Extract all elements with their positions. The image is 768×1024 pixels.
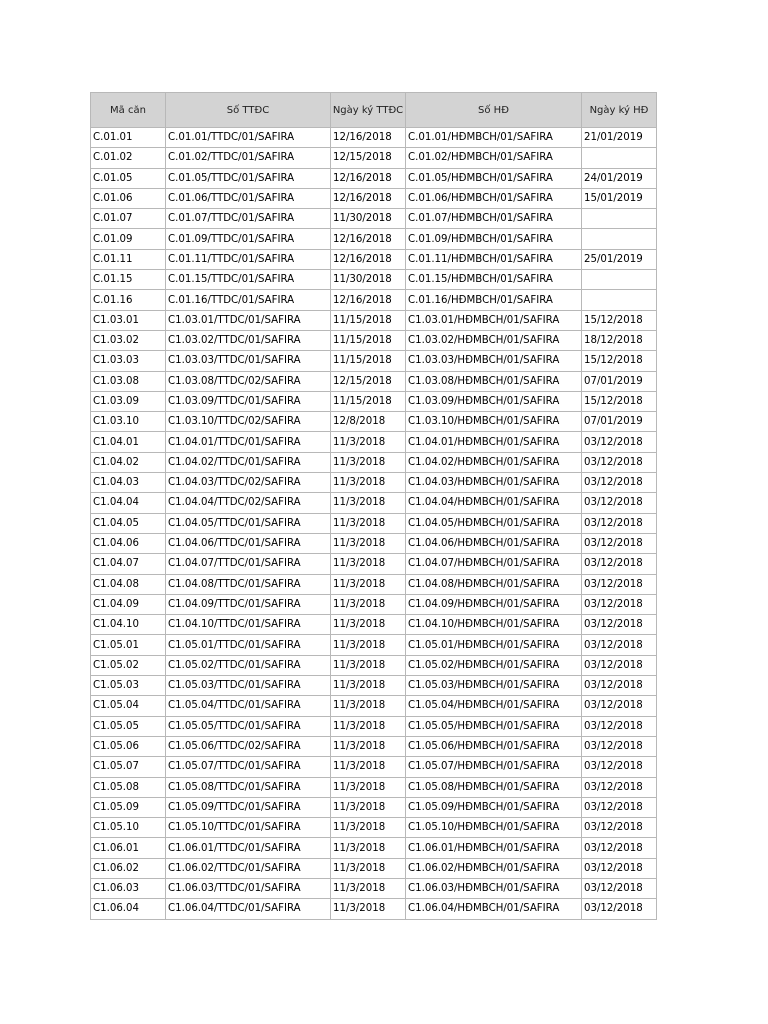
table-row bbox=[91, 574, 657, 594]
table-row bbox=[91, 168, 657, 188]
header-row bbox=[91, 93, 657, 128]
cell-ttdc-number: C1.04.04/TTDC/02/SAFIRA bbox=[166, 493, 331, 513]
table-row bbox=[91, 615, 657, 635]
cell-ttdc-number: C1.05.09/TTDC/01/SAFIRA bbox=[166, 797, 331, 817]
cell-unit-code: C1.03.08 bbox=[91, 371, 166, 391]
cell-ttdc-sign-date: 11/3/2018 bbox=[331, 533, 406, 553]
table-row bbox=[91, 371, 657, 391]
cell-ttdc-number: C.01.11/TTDC/01/SAFIRA bbox=[166, 249, 331, 269]
cell-ttdc-number: C1.06.02/TTDC/01/SAFIRA bbox=[166, 858, 331, 878]
cell-contract-sign-date: 15/12/2018 bbox=[582, 391, 657, 411]
cell-unit-code: C1.03.02 bbox=[91, 330, 166, 350]
cell-unit-code: C1.04.06 bbox=[91, 533, 166, 553]
cell-ttdc-number: C1.06.01/TTDC/01/SAFIRA bbox=[166, 838, 331, 858]
cell-contract-number: C1.04.10/HĐMBCH/01/SAFIRA bbox=[406, 615, 582, 635]
cell-unit-code: C1.04.08 bbox=[91, 574, 166, 594]
table-row bbox=[91, 899, 657, 919]
cell-contract-sign-date: 03/12/2018 bbox=[582, 554, 657, 574]
cell-unit-code: C1.05.10 bbox=[91, 818, 166, 838]
cell-unit-code: C1.05.09 bbox=[91, 797, 166, 817]
table-row bbox=[91, 229, 657, 249]
cell-contract-number: C.01.15/HĐMBCH/01/SAFIRA bbox=[406, 270, 582, 290]
table-row bbox=[91, 412, 657, 432]
cell-contract-sign-date: 03/12/2018 bbox=[582, 615, 657, 635]
cell-unit-code: C1.05.02 bbox=[91, 655, 166, 675]
cell-unit-code: C1.03.01 bbox=[91, 310, 166, 330]
table-row bbox=[91, 858, 657, 878]
header-ttdc-sign-date: Ngày ký TTĐC bbox=[331, 93, 406, 128]
table-row bbox=[91, 533, 657, 553]
cell-ttdc-number: C1.03.09/TTDC/01/SAFIRA bbox=[166, 391, 331, 411]
cell-contract-number: C1.05.09/HĐMBCH/01/SAFIRA bbox=[406, 797, 582, 817]
cell-ttdc-number: C1.05.06/TTDC/02/SAFIRA bbox=[166, 736, 331, 756]
table-row bbox=[91, 838, 657, 858]
cell-contract-sign-date: 03/12/2018 bbox=[582, 594, 657, 614]
table-row bbox=[91, 128, 657, 148]
cell-contract-sign-date: 03/12/2018 bbox=[582, 838, 657, 858]
cell-contract-sign-date: 18/12/2018 bbox=[582, 330, 657, 350]
cell-contract-number: C1.03.09/HĐMBCH/01/SAFIRA bbox=[406, 391, 582, 411]
cell-contract-number: C1.05.04/HĐMBCH/01/SAFIRA bbox=[406, 696, 582, 716]
cell-unit-code: C.01.01 bbox=[91, 128, 166, 148]
cell-ttdc-sign-date: 11/3/2018 bbox=[331, 676, 406, 696]
cell-contract-number: C.01.09/HĐMBCH/01/SAFIRA bbox=[406, 229, 582, 249]
table-row bbox=[91, 757, 657, 777]
cell-contract-sign-date: 03/12/2018 bbox=[582, 818, 657, 838]
table-row bbox=[91, 473, 657, 493]
cell-ttdc-sign-date: 11/3/2018 bbox=[331, 777, 406, 797]
table-row bbox=[91, 777, 657, 797]
cell-ttdc-sign-date: 11/3/2018 bbox=[331, 878, 406, 898]
cell-unit-code: C1.04.10 bbox=[91, 615, 166, 635]
cell-ttdc-number: C1.05.10/TTDC/01/SAFIRA bbox=[166, 818, 331, 838]
cell-ttdc-number: C1.03.02/TTDC/01/SAFIRA bbox=[166, 330, 331, 350]
cell-ttdc-number: C.01.06/TTDC/01/SAFIRA bbox=[166, 188, 331, 208]
cell-ttdc-number: C1.04.01/TTDC/01/SAFIRA bbox=[166, 432, 331, 452]
cell-contract-number: C1.03.10/HĐMBCH/01/SAFIRA bbox=[406, 412, 582, 432]
cell-ttdc-sign-date: 11/3/2018 bbox=[331, 655, 406, 675]
cell-contract-sign-date: 15/12/2018 bbox=[582, 310, 657, 330]
cell-ttdc-sign-date: 11/3/2018 bbox=[331, 574, 406, 594]
cell-contract-number: C.01.06/HĐMBCH/01/SAFIRA bbox=[406, 188, 582, 208]
cell-ttdc-sign-date: 11/3/2018 bbox=[331, 757, 406, 777]
cell-contract-number: C1.04.08/HĐMBCH/01/SAFIRA bbox=[406, 574, 582, 594]
cell-contract-number: C1.05.08/HĐMBCH/01/SAFIRA bbox=[406, 777, 582, 797]
cell-contract-sign-date: 03/12/2018 bbox=[582, 574, 657, 594]
cell-ttdc-number: C1.04.10/TTDC/01/SAFIRA bbox=[166, 615, 331, 635]
cell-ttdc-sign-date: 11/3/2018 bbox=[331, 493, 406, 513]
cell-contract-number: C1.05.05/HĐMBCH/01/SAFIRA bbox=[406, 716, 582, 736]
cell-ttdc-number: C1.04.03/TTDC/02/SAFIRA bbox=[166, 473, 331, 493]
table-row bbox=[91, 594, 657, 614]
cell-ttdc-sign-date: 11/3/2018 bbox=[331, 615, 406, 635]
cell-ttdc-sign-date: 11/30/2018 bbox=[331, 270, 406, 290]
cell-ttdc-number: C1.04.02/TTDC/01/SAFIRA bbox=[166, 452, 331, 472]
cell-contract-number: C1.04.07/HĐMBCH/01/SAFIRA bbox=[406, 554, 582, 574]
cell-ttdc-number: C.01.16/TTDC/01/SAFIRA bbox=[166, 290, 331, 310]
cell-ttdc-number: C.01.05/TTDC/01/SAFIRA bbox=[166, 168, 331, 188]
cell-ttdc-sign-date: 11/3/2018 bbox=[331, 736, 406, 756]
cell-contract-number: C1.05.07/HĐMBCH/01/SAFIRA bbox=[406, 757, 582, 777]
cell-ttdc-number: C.01.15/TTDC/01/SAFIRA bbox=[166, 270, 331, 290]
cell-contract-number: C1.04.09/HĐMBCH/01/SAFIRA bbox=[406, 594, 582, 614]
cell-contract-number: C1.06.01/HĐMBCH/01/SAFIRA bbox=[406, 838, 582, 858]
cell-contract-sign-date: 25/01/2019 bbox=[582, 249, 657, 269]
cell-unit-code: C1.04.02 bbox=[91, 452, 166, 472]
cell-unit-code: C1.05.06 bbox=[91, 736, 166, 756]
cell-ttdc-number: C1.04.07/TTDC/01/SAFIRA bbox=[166, 554, 331, 574]
cell-contract-number: C.01.16/HĐMBCH/01/SAFIRA bbox=[406, 290, 582, 310]
cell-unit-code: C.01.15 bbox=[91, 270, 166, 290]
cell-contract-sign-date bbox=[582, 229, 657, 249]
cell-ttdc-number: C1.03.08/TTDC/02/SAFIRA bbox=[166, 371, 331, 391]
cell-contract-sign-date bbox=[582, 209, 657, 229]
header-unit-code: Mã căn bbox=[91, 93, 166, 128]
cell-contract-sign-date: 03/12/2018 bbox=[582, 473, 657, 493]
header-ttdc-number: Số TTĐC bbox=[166, 93, 331, 128]
cell-contract-sign-date: 03/12/2018 bbox=[582, 635, 657, 655]
table-row bbox=[91, 330, 657, 350]
cell-contract-sign-date: 15/12/2018 bbox=[582, 351, 657, 371]
cell-contract-number: C1.03.01/HĐMBCH/01/SAFIRA bbox=[406, 310, 582, 330]
cell-unit-code: C1.04.07 bbox=[91, 554, 166, 574]
cell-contract-number: C.01.05/HĐMBCH/01/SAFIRA bbox=[406, 168, 582, 188]
cell-ttdc-sign-date: 12/15/2018 bbox=[331, 148, 406, 168]
cell-contract-sign-date bbox=[582, 148, 657, 168]
cell-contract-number: C1.05.10/HĐMBCH/01/SAFIRA bbox=[406, 818, 582, 838]
cell-unit-code: C1.05.01 bbox=[91, 635, 166, 655]
cell-contract-number: C1.04.06/HĐMBCH/01/SAFIRA bbox=[406, 533, 582, 553]
contracts-table bbox=[90, 92, 657, 920]
cell-ttdc-sign-date: 12/16/2018 bbox=[331, 128, 406, 148]
cell-ttdc-number: C1.04.05/TTDC/01/SAFIRA bbox=[166, 513, 331, 533]
cell-ttdc-sign-date: 11/3/2018 bbox=[331, 899, 406, 919]
cell-unit-code: C1.04.09 bbox=[91, 594, 166, 614]
cell-contract-sign-date: 03/12/2018 bbox=[582, 432, 657, 452]
cell-ttdc-sign-date: 12/16/2018 bbox=[331, 229, 406, 249]
cell-unit-code: C1.05.07 bbox=[91, 757, 166, 777]
cell-contract-sign-date bbox=[582, 270, 657, 290]
cell-ttdc-sign-date: 11/3/2018 bbox=[331, 716, 406, 736]
cell-ttdc-number: C1.03.01/TTDC/01/SAFIRA bbox=[166, 310, 331, 330]
cell-ttdc-number: C1.05.04/TTDC/01/SAFIRA bbox=[166, 696, 331, 716]
cell-contract-sign-date: 07/01/2019 bbox=[582, 371, 657, 391]
cell-ttdc-sign-date: 12/16/2018 bbox=[331, 188, 406, 208]
table-row bbox=[91, 655, 657, 675]
cell-unit-code: C.01.09 bbox=[91, 229, 166, 249]
cell-contract-number: C1.04.02/HĐMBCH/01/SAFIRA bbox=[406, 452, 582, 472]
cell-unit-code: C1.06.02 bbox=[91, 858, 166, 878]
cell-contract-sign-date: 24/01/2019 bbox=[582, 168, 657, 188]
cell-unit-code: C1.03.10 bbox=[91, 412, 166, 432]
cell-ttdc-number: C.01.07/TTDC/01/SAFIRA bbox=[166, 209, 331, 229]
table-row bbox=[91, 513, 657, 533]
table-row bbox=[91, 209, 657, 229]
cell-ttdc-sign-date: 11/3/2018 bbox=[331, 432, 406, 452]
cell-contract-number: C1.04.04/HĐMBCH/01/SAFIRA bbox=[406, 493, 582, 513]
cell-unit-code: C1.04.01 bbox=[91, 432, 166, 452]
cell-contract-number: C1.04.05/HĐMBCH/01/SAFIRA bbox=[406, 513, 582, 533]
cell-ttdc-sign-date: 12/16/2018 bbox=[331, 290, 406, 310]
cell-contract-number: C1.05.02/HĐMBCH/01/SAFIRA bbox=[406, 655, 582, 675]
cell-ttdc-number: C.01.01/TTDC/01/SAFIRA bbox=[166, 128, 331, 148]
table-row bbox=[91, 452, 657, 472]
table-row bbox=[91, 270, 657, 290]
cell-contract-number: C1.04.01/HĐMBCH/01/SAFIRA bbox=[406, 432, 582, 452]
table-row bbox=[91, 351, 657, 371]
cell-contract-sign-date: 03/12/2018 bbox=[582, 736, 657, 756]
table-row bbox=[91, 432, 657, 452]
table-row bbox=[91, 696, 657, 716]
cell-unit-code: C.01.05 bbox=[91, 168, 166, 188]
cell-contract-number: C1.06.03/HĐMBCH/01/SAFIRA bbox=[406, 878, 582, 898]
cell-contract-number: C.01.11/HĐMBCH/01/SAFIRA bbox=[406, 249, 582, 269]
table-row bbox=[91, 635, 657, 655]
cell-ttdc-number: C1.05.05/TTDC/01/SAFIRA bbox=[166, 716, 331, 736]
cell-ttdc-sign-date: 11/3/2018 bbox=[331, 818, 406, 838]
table-body bbox=[91, 128, 657, 920]
cell-contract-sign-date: 03/12/2018 bbox=[582, 716, 657, 736]
cell-contract-sign-date: 21/01/2019 bbox=[582, 128, 657, 148]
cell-ttdc-number: C1.06.04/TTDC/01/SAFIRA bbox=[166, 899, 331, 919]
cell-ttdc-sign-date: 12/8/2018 bbox=[331, 412, 406, 432]
table-row bbox=[91, 676, 657, 696]
cell-contract-number: C1.06.04/HĐMBCH/01/SAFIRA bbox=[406, 899, 582, 919]
cell-unit-code: C.01.06 bbox=[91, 188, 166, 208]
table-row bbox=[91, 797, 657, 817]
table-row bbox=[91, 554, 657, 574]
cell-contract-number: C1.06.02/HĐMBCH/01/SAFIRA bbox=[406, 858, 582, 878]
cell-ttdc-sign-date: 11/15/2018 bbox=[331, 391, 406, 411]
cell-ttdc-number: C1.05.03/TTDC/01/SAFIRA bbox=[166, 676, 331, 696]
table-row bbox=[91, 310, 657, 330]
cell-ttdc-number: C1.04.06/TTDC/01/SAFIRA bbox=[166, 533, 331, 553]
cell-ttdc-sign-date: 11/15/2018 bbox=[331, 310, 406, 330]
cell-contract-sign-date: 03/12/2018 bbox=[582, 757, 657, 777]
table-header bbox=[91, 93, 657, 128]
cell-contract-number: C.01.01/HĐMBCH/01/SAFIRA bbox=[406, 128, 582, 148]
cell-unit-code: C1.04.04 bbox=[91, 493, 166, 513]
cell-ttdc-number: C1.05.01/TTDC/01/SAFIRA bbox=[166, 635, 331, 655]
cell-ttdc-sign-date: 11/3/2018 bbox=[331, 858, 406, 878]
cell-ttdc-sign-date: 12/16/2018 bbox=[331, 249, 406, 269]
cell-unit-code: C1.05.03 bbox=[91, 676, 166, 696]
table-row bbox=[91, 391, 657, 411]
cell-ttdc-number: C.01.09/TTDC/01/SAFIRA bbox=[166, 229, 331, 249]
cell-ttdc-sign-date: 11/3/2018 bbox=[331, 513, 406, 533]
table-row bbox=[91, 878, 657, 898]
cell-contract-number: C1.04.03/HĐMBCH/01/SAFIRA bbox=[406, 473, 582, 493]
table-row bbox=[91, 736, 657, 756]
cell-unit-code: C1.03.09 bbox=[91, 391, 166, 411]
cell-ttdc-number: C1.03.10/TTDC/02/SAFIRA bbox=[166, 412, 331, 432]
table-row bbox=[91, 818, 657, 838]
cell-ttdc-number: C1.03.03/TTDC/01/SAFIRA bbox=[166, 351, 331, 371]
cell-ttdc-sign-date: 11/3/2018 bbox=[331, 838, 406, 858]
cell-unit-code: C1.06.01 bbox=[91, 838, 166, 858]
table-row bbox=[91, 493, 657, 513]
cell-contract-number: C.01.07/HĐMBCH/01/SAFIRA bbox=[406, 209, 582, 229]
cell-unit-code: C1.04.05 bbox=[91, 513, 166, 533]
cell-contract-sign-date: 03/12/2018 bbox=[582, 858, 657, 878]
cell-contract-sign-date bbox=[582, 290, 657, 310]
cell-ttdc-sign-date: 11/3/2018 bbox=[331, 594, 406, 614]
cell-contract-sign-date: 03/12/2018 bbox=[582, 493, 657, 513]
cell-contract-sign-date: 03/12/2018 bbox=[582, 696, 657, 716]
cell-contract-sign-date: 03/12/2018 bbox=[582, 797, 657, 817]
cell-contract-sign-date: 03/12/2018 bbox=[582, 513, 657, 533]
cell-unit-code: C.01.02 bbox=[91, 148, 166, 168]
header-contract-sign-date: Ngày ký HĐ bbox=[582, 93, 657, 128]
cell-contract-sign-date: 03/12/2018 bbox=[582, 899, 657, 919]
cell-ttdc-sign-date: 11/15/2018 bbox=[331, 351, 406, 371]
cell-ttdc-sign-date: 11/3/2018 bbox=[331, 452, 406, 472]
cell-ttdc-sign-date: 11/15/2018 bbox=[331, 330, 406, 350]
cell-contract-number: C1.03.02/HĐMBCH/01/SAFIRA bbox=[406, 330, 582, 350]
cell-unit-code: C1.04.03 bbox=[91, 473, 166, 493]
cell-unit-code: C1.05.04 bbox=[91, 696, 166, 716]
cell-unit-code: C.01.16 bbox=[91, 290, 166, 310]
cell-contract-sign-date: 03/12/2018 bbox=[582, 878, 657, 898]
table-row bbox=[91, 249, 657, 269]
cell-ttdc-number: C1.05.08/TTDC/01/SAFIRA bbox=[166, 777, 331, 797]
cell-ttdc-number: C1.05.02/TTDC/01/SAFIRA bbox=[166, 655, 331, 675]
cell-contract-sign-date: 03/12/2018 bbox=[582, 452, 657, 472]
cell-contract-number: C1.03.08/HĐMBCH/01/SAFIRA bbox=[406, 371, 582, 391]
cell-contract-number: C.01.02/HĐMBCH/01/SAFIRA bbox=[406, 148, 582, 168]
cell-contract-sign-date: 03/12/2018 bbox=[582, 676, 657, 696]
cell-unit-code: C.01.07 bbox=[91, 209, 166, 229]
cell-contract-number: C1.05.03/HĐMBCH/01/SAFIRA bbox=[406, 676, 582, 696]
cell-ttdc-sign-date: 12/16/2018 bbox=[331, 168, 406, 188]
cell-ttdc-number: C.01.02/TTDC/01/SAFIRA bbox=[166, 148, 331, 168]
cell-unit-code: C1.03.03 bbox=[91, 351, 166, 371]
cell-unit-code: C1.06.04 bbox=[91, 899, 166, 919]
cell-ttdc-sign-date: 11/3/2018 bbox=[331, 797, 406, 817]
cell-ttdc-sign-date: 11/3/2018 bbox=[331, 554, 406, 574]
table-row bbox=[91, 148, 657, 168]
cell-contract-sign-date: 15/01/2019 bbox=[582, 188, 657, 208]
table-row bbox=[91, 716, 657, 736]
cell-ttdc-number: C1.04.09/TTDC/01/SAFIRA bbox=[166, 594, 331, 614]
cell-ttdc-sign-date: 11/3/2018 bbox=[331, 696, 406, 716]
cell-unit-code: C.01.11 bbox=[91, 249, 166, 269]
cell-contract-number: C1.05.01/HĐMBCH/01/SAFIRA bbox=[406, 635, 582, 655]
cell-ttdc-sign-date: 12/15/2018 bbox=[331, 371, 406, 391]
cell-contract-sign-date: 03/12/2018 bbox=[582, 655, 657, 675]
cell-ttdc-number: C1.06.03/TTDC/01/SAFIRA bbox=[166, 878, 331, 898]
cell-ttdc-number: C1.04.08/TTDC/01/SAFIRA bbox=[166, 574, 331, 594]
cell-contract-sign-date: 07/01/2019 bbox=[582, 412, 657, 432]
cell-contract-sign-date: 03/12/2018 bbox=[582, 533, 657, 553]
cell-contract-number: C1.05.06/HĐMBCH/01/SAFIRA bbox=[406, 736, 582, 756]
cell-contract-sign-date: 03/12/2018 bbox=[582, 777, 657, 797]
cell-unit-code: C1.06.03 bbox=[91, 878, 166, 898]
cell-ttdc-number: C1.05.07/TTDC/01/SAFIRA bbox=[166, 757, 331, 777]
table-row bbox=[91, 188, 657, 208]
header-contract-number: Số HĐ bbox=[406, 93, 582, 128]
table-row bbox=[91, 290, 657, 310]
cell-ttdc-sign-date: 11/30/2018 bbox=[331, 209, 406, 229]
cell-ttdc-sign-date: 11/3/2018 bbox=[331, 473, 406, 493]
cell-unit-code: C1.05.08 bbox=[91, 777, 166, 797]
cell-unit-code: C1.05.05 bbox=[91, 716, 166, 736]
cell-ttdc-sign-date: 11/3/2018 bbox=[331, 635, 406, 655]
cell-contract-number: C1.03.03/HĐMBCH/01/SAFIRA bbox=[406, 351, 582, 371]
